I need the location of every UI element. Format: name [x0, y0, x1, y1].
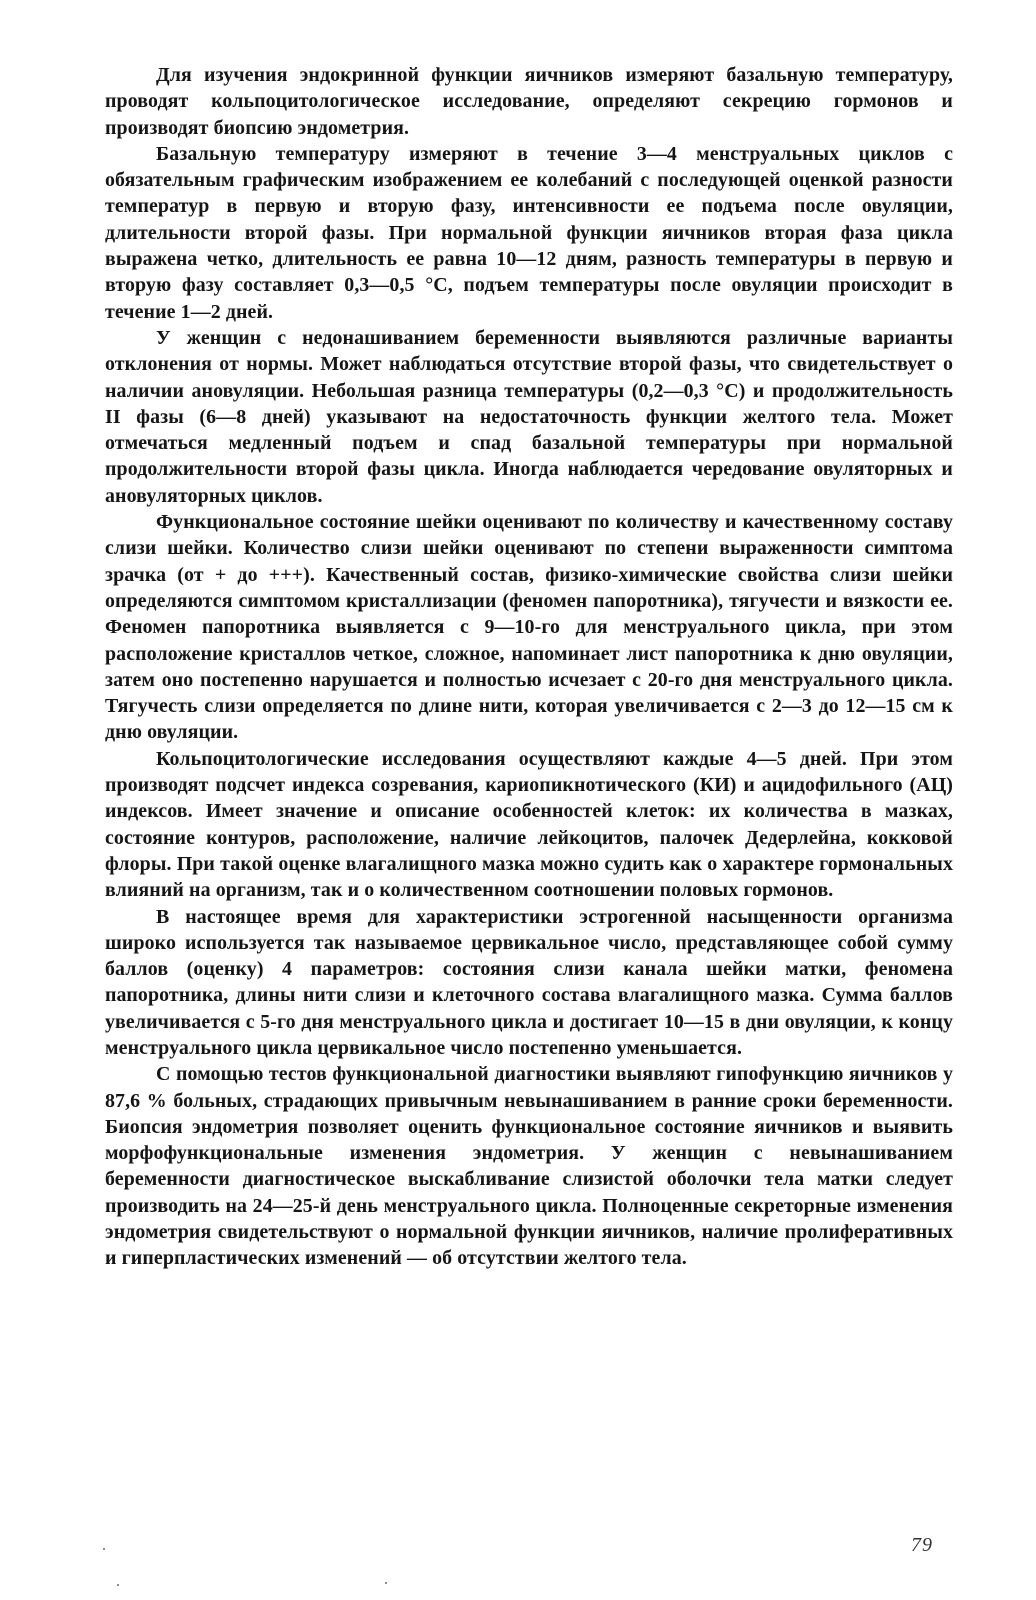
- scan-speck: [117, 1584, 119, 1586]
- paragraph: В настоящее время для характеристики эстрогенной насыщенности организма широко используется так называемое цервикальное число, представляющее собой сумму баллов (оценку) 4 параметров: состояния слизи канала шейки матки, феномена папоротника, длины нити слизи и клеточного состава влагалищного мазка. Сумма баллов увеличивается с 5-го дня менструального цикла и достигает 10—15 в дни овуляции, к концу менструального цикла цервикальное число постепенно уменьшается.: [105, 905, 953, 1059]
- scan-speck: [103, 1548, 105, 1550]
- paragraph: Функциональное состояние шейки оценивают по количеству и качественному составу слизи шейки. Количество слизи шейки оценивают по степени выраженности симптома зрачка (от + до +++). Качественный состав, физико-химические свойства слизи шейки определяются симптомом кристаллизации (феномен папоротника), тягучести и вязкости ее. Феномен папоротника выявляется с 9—10-го для менструального цикла, при этом расположение кристаллов четкое, сложное, напоминает лист папоротника к дню овуляции, затем оно постепенно нарушается и полностью исчезает с 20-го дня менструального цикла. Тягучесть слизи определяется по длине нити, которая увеличивается с 2—3 до 12—15 см к дню овуляции.: [105, 511, 953, 744]
- paragraph: С помощью тестов функциональной диагностики выявляют гипофункцию яичников у 87,6 % больных, страдающих привычным невынашиванием в ранние сроки беременности. Биопсия эндометрия позволяет оценить функциональное состояние яичников и выявить морфофункциональные изменения эндометрия. У женщин с невынашиванием беременности диагностическое выскабливание слизистой оболочки тела матки следует производить на 24—25-й день менструального цикла. Полноценные секреторные изменения эндометрия свидетельствуют о нормальной функции яичников, наличие пролиферативных и гиперпластических изменений — об отсутствии желтого тела.: [105, 1063, 953, 1270]
- paragraph: У женщин с недонашиванием беременности выявляются различные варианты отклонения от нормы. Может наблюдаться отсутствие второй фазы, что свидетельствует о наличии ановуляции. Небольшая разница температуры (0,2—0,3 °С) и продолжительность II фазы (6—8 дней) указывают на недостаточность функции желтого тела. Может отмечаться медленный подъем и спад базальной температуры при нормальной продолжительности второй фазы цикла. Иногда наблюдается чередование овуляторных и ановуляторных циклов.: [105, 326, 953, 507]
- paragraph: Для изучения эндокринной функции яичников измеряют базальную температуру, проводят кольпоцитологическое исследование, определяют секрецию гормонов и производят биопсию эндометрия.: [105, 64, 953, 139]
- paragraph: Базальную температуру измеряют в течение 3—4 менструальных циклов с обязательным графическим изображением ее колебаний с последующей оценкой разности температур в первую и вторую фазу, интенсивности ее подъема после овуляции, длительности второй фазы. При нормальной функции яичников вторая фаза цикла выражена четко, длительность ее равна 10—12 дням, разность температуры в первую и вторую фазу составляет 0,3—0,5 °С, подъем температуры после овуляции происходит в течение 1—2 дней.: [105, 142, 953, 323]
- book-page: [105, 62, 953, 1556]
- body-text: [105, 62, 953, 1272]
- page-number: 79: [911, 1534, 933, 1556]
- scan-speck: [385, 1582, 387, 1584]
- paragraph: Кольпоцитологические исследования осуществляют каждые 4—5 дней. При этом производят подсчет индекса созревания, кариопикнотического (КИ) и ацидофильного (АЦ) индексов. Имеет значение и описание особенностей клеток: их количества в мазках, состояние контуров, расположение, наличие лейкоцитов, палочек Дедерлейна, кокковой флоры. При такой оценке влагалищного мазка можно судить как о характере гормональных влияний на организм, так и о количественном соотношении половых гормонов.: [105, 747, 953, 902]
